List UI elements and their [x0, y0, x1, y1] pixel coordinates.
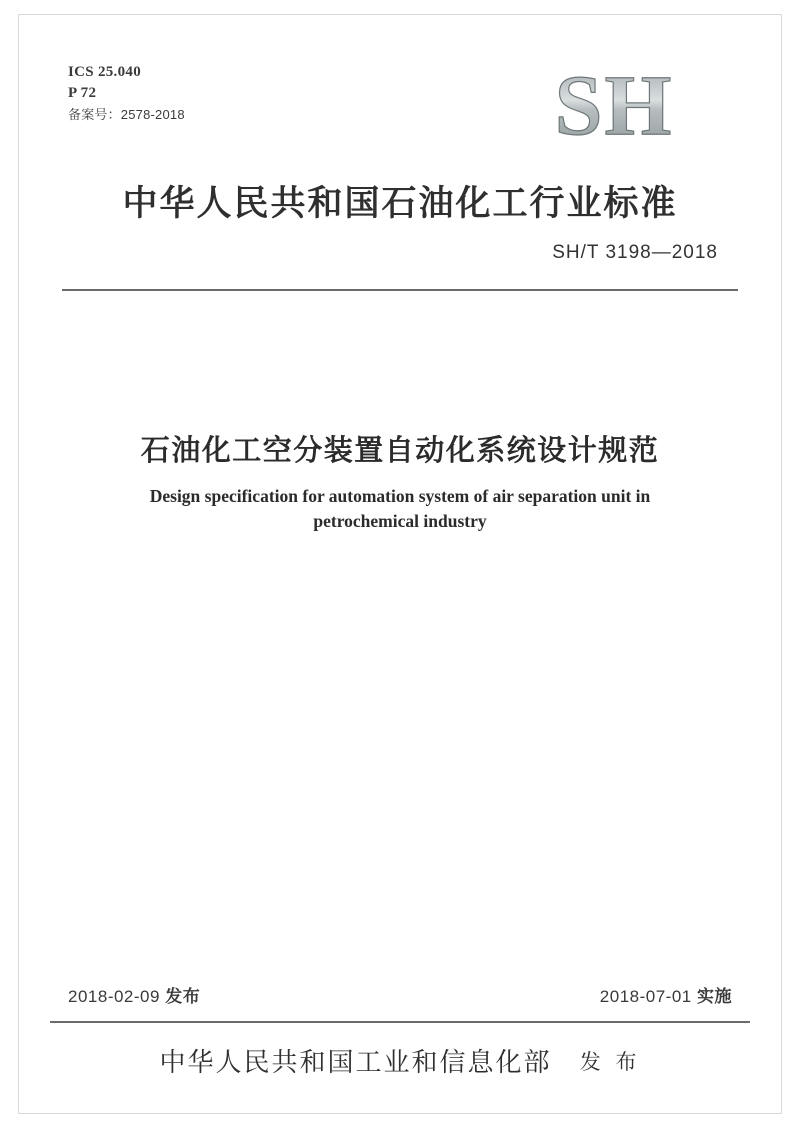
- publisher-suffix: 发 布: [579, 1050, 641, 1074]
- effective-date-value: 2018-07-01: [599, 987, 692, 1006]
- effective-date-block: [600, 982, 732, 1007]
- classification-code: P 72: [68, 85, 97, 101]
- effective-date-label: 实施: [697, 987, 732, 1007]
- publisher-block: [0, 1042, 800, 1079]
- publisher-name: 中华人民共和国工业和信息化部: [159, 1048, 552, 1078]
- bottom-divider: [50, 1021, 750, 1023]
- ics-number: ICS 25.040: [68, 64, 142, 80]
- issue-date-value: 2018-02-09: [68, 987, 160, 1006]
- authority-title: 中华人民共和国石油化工行业标准: [122, 184, 678, 224]
- sh-logo-icon: [514, 64, 714, 150]
- svg-text:SH: SH: [554, 64, 674, 150]
- issue-date-label: 发布: [165, 987, 201, 1007]
- document-title-cn: 石油化工空分装置自动化系统设计规范: [140, 433, 660, 467]
- top-divider: [62, 289, 738, 291]
- document-title-en: Design specification for automation system of air separation unit in petrochemical industry: [149, 486, 651, 531]
- standard-code: SH/T 3198—2018: [552, 242, 718, 263]
- record-number: 备案号：2578-2018: [68, 107, 185, 122]
- header-meta-block: [68, 62, 185, 125]
- issue-date-block: [68, 982, 200, 1007]
